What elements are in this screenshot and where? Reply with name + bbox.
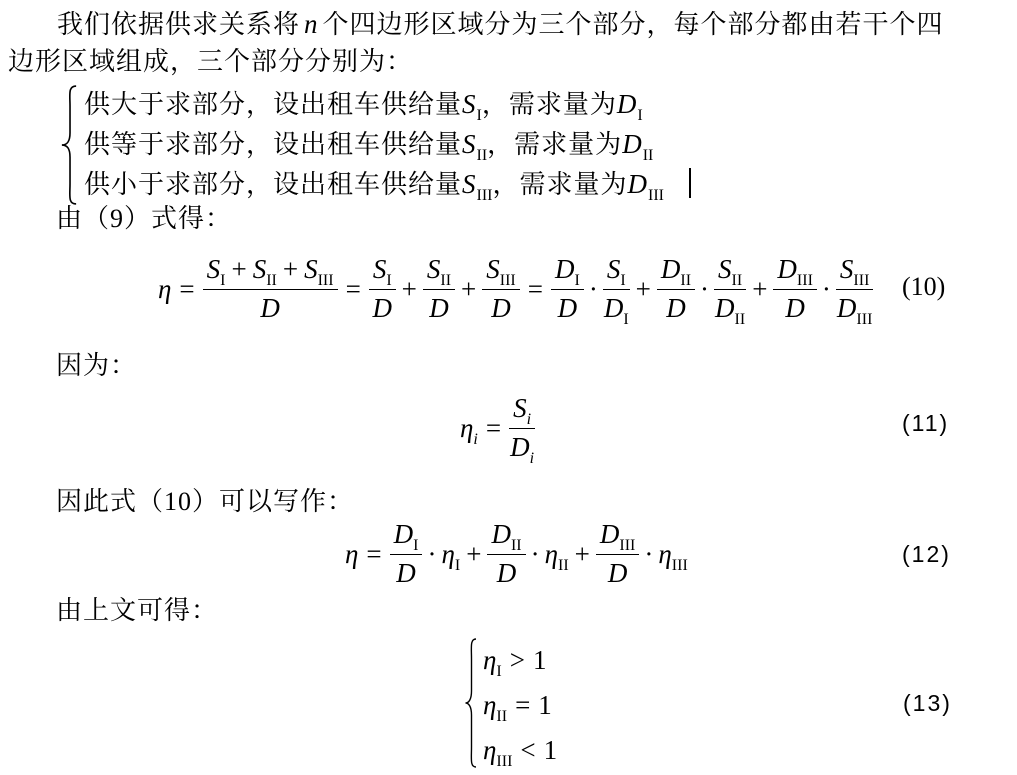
- fraction: $\frac{S_{II}}{D_{II}}$: [715, 253, 746, 328]
- relation-eq: =: [515, 689, 531, 720]
- case-text: 供等于求部分，设出租车供给量: [84, 130, 463, 159]
- plus-sign: +: [461, 273, 477, 304]
- fraction-sum: $\frac{S_I + S_{II} + S_{III}}{D}$: [203, 255, 338, 323]
- equals-sign: =: [366, 538, 382, 569]
- fraction: $\frac{D_{II}}{D}$: [487, 520, 525, 588]
- case-text: 供大于求部分，设出租车供给量: [84, 90, 463, 119]
- eta-symbol: η: [158, 273, 172, 304]
- plus-sign: +: [635, 273, 651, 304]
- equals-sign: =: [179, 273, 195, 304]
- relation-lt: <: [520, 734, 536, 765]
- cdot: ·: [821, 273, 831, 304]
- label-rewrite: 因此式（10）可以写作：: [56, 487, 355, 516]
- equation-number-11: (11): [902, 410, 950, 436]
- eta-term: $\eta_I$: [441, 538, 461, 574]
- equation-number-12: (12): [902, 541, 951, 567]
- cdot: ·: [588, 273, 598, 304]
- equals-sign: =: [527, 273, 543, 304]
- equation-11: [460, 392, 535, 467]
- label-from-eq9: 由（9）式得：: [56, 204, 233, 233]
- supply-case-row-3: [84, 164, 664, 204]
- value-one: 1: [543, 734, 558, 765]
- plus-sign: +: [401, 273, 417, 304]
- equation-10: [158, 246, 873, 332]
- text-cursor: [689, 168, 691, 198]
- eta-term: $\eta_I$: [483, 644, 502, 680]
- label-because: 因为：: [56, 351, 138, 380]
- fraction: $\frac{S_{III}}{D}$: [482, 255, 519, 323]
- plus-sign: +: [574, 538, 590, 569]
- value-one: 1: [532, 644, 547, 675]
- case-text: ，需求量为: [481, 90, 617, 119]
- case-text: ，需求量为: [492, 170, 628, 199]
- cdot: ·: [530, 538, 540, 569]
- eta-symbol: η: [345, 538, 359, 569]
- var-n: n: [304, 9, 319, 39]
- paragraph-line-1: [57, 8, 944, 41]
- equation-13-row-2: [483, 689, 552, 725]
- fraction: $\frac{D_{II}}{D}$: [657, 255, 695, 323]
- fraction: $\frac{S_{III}}{D_{III}}$: [836, 253, 873, 328]
- equals-sign: =: [485, 412, 502, 443]
- cdot: ·: [427, 538, 437, 569]
- case-text: 供小于求部分，设出租车供给量: [84, 170, 463, 199]
- case-text: ，需求量为: [487, 130, 623, 159]
- plus-sign: +: [466, 538, 482, 569]
- supply-case-row-2: [84, 124, 653, 164]
- cdot: ·: [700, 273, 710, 304]
- fraction: $\frac{D_{III}}{D}$: [773, 255, 816, 323]
- eta-term: $\eta_{II}$: [483, 689, 508, 725]
- equation-13-row-3: [483, 734, 558, 770]
- math-term-demand: $D_I$: [616, 89, 643, 124]
- plus-sign: +: [752, 273, 768, 304]
- cases-left-brace: [463, 637, 479, 769]
- paragraph-text: 我们依据供求关系将: [57, 10, 301, 39]
- fraction: $\frac{D_I}{D}$: [390, 520, 423, 588]
- label-from-above: 由上文可得：: [56, 596, 219, 625]
- eta-term: $\eta_{III}$: [483, 734, 513, 770]
- fraction: $\frac{D_I}{D}$: [551, 255, 584, 323]
- math-term-supply: $S_{III}$: [462, 169, 493, 204]
- relation-gt: >: [509, 644, 525, 675]
- eta-i: $\eta_i$: [460, 412, 478, 448]
- equation-number-10: (10): [902, 272, 946, 301]
- paragraph-line-2: 边形区域组成，三个部分分别为：: [8, 47, 414, 76]
- cdot: ·: [644, 538, 654, 569]
- left-brace: [56, 84, 82, 206]
- equation-number-13: (13): [903, 690, 952, 716]
- math-term-supply: $S_I$: [462, 89, 482, 124]
- fraction: $\frac{S_I}{D}$: [369, 255, 396, 323]
- supply-case-row-1: [84, 84, 643, 124]
- math-term-demand: $D_{III}$: [627, 169, 664, 204]
- fraction: $\frac{S_{II}}{D}$: [423, 255, 455, 323]
- equation-12: [345, 518, 688, 588]
- value-one: 1: [538, 689, 552, 720]
- equals-sign: =: [345, 273, 361, 304]
- paragraph-text: 个四边形区域分为三个部分，每个部分都由若干个四: [322, 10, 944, 39]
- fraction: $\frac{S_I}{D_I}$: [603, 253, 629, 328]
- equation-13-row-1: [483, 644, 547, 680]
- fraction: $\frac{D_{III}}{D}$: [596, 520, 639, 588]
- eta-term: $\eta_{III}$: [658, 538, 688, 574]
- math-term-supply: $S_{II}$: [462, 129, 488, 164]
- eta-term: $\eta_{II}$: [544, 538, 569, 574]
- math-term-demand: $D_{II}$: [622, 129, 654, 164]
- fraction: $\frac{S_i}{D_i}$: [510, 392, 535, 467]
